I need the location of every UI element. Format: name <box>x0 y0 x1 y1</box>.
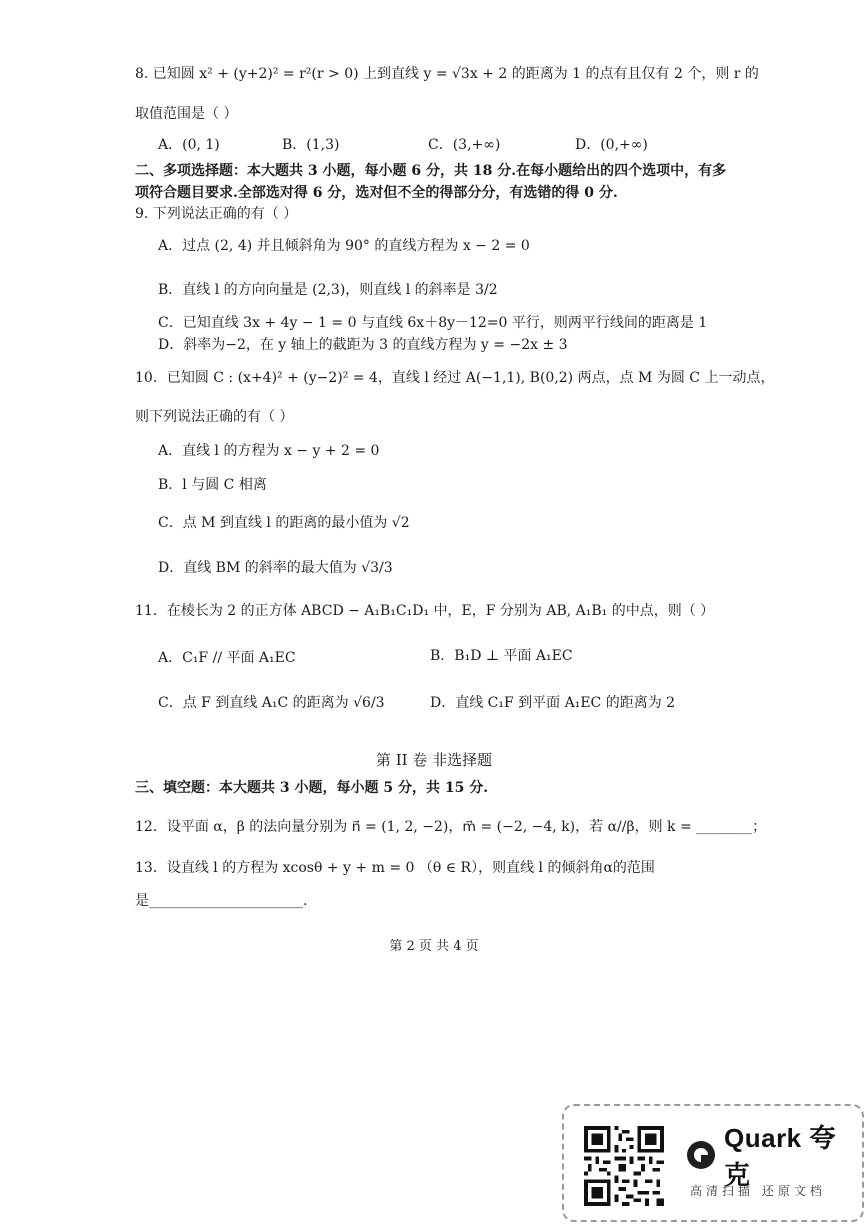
section2-heading-line1: 二、多项选择题：本大题共 3 小题，每小题 6 分，共 18 分.在每小题给出的四个选项中，有多 <box>135 163 727 179</box>
q8-option-a: A．(0, 1) <box>158 137 220 153</box>
quark-scan-badge[interactable] <box>562 1104 864 1222</box>
qr-code-icon[interactable] <box>584 1126 664 1206</box>
q8-option-d: D．(0,+∞) <box>575 137 648 153</box>
q10-stem-line2: 则下列说法正确的有（ ） <box>135 409 294 425</box>
q10-option-b: B．l 与圆 C 相离 <box>158 477 267 493</box>
q9-option-d: D．斜率为−2，在 y 轴上的截距为 3 的直线方程为 y = −2x ± 3 <box>158 337 568 353</box>
q13-stem-line2: 是______________________. <box>135 893 308 909</box>
q11-option-d: D．直线 C₁F 到平面 A₁EC 的距离为 2 <box>430 695 676 711</box>
section3-heading: 三、填空题：本大题共 3 小题，每小题 5 分，共 15 分. <box>135 780 489 796</box>
quark-tagline: 高清扫描 还原文档 <box>690 1184 826 1198</box>
q10-option-c: C．点 M 到直线 l 的距离的最小值为 √2 <box>158 515 410 531</box>
q9-option-c: C．已知直线 3x + 4y − 1 = 0 与直线 6x＋8y－12=0 平行，则两平行线间的距离是 1 <box>158 315 708 331</box>
q10-stem-line1: 10．已知圆 C : (x+4)² + (y−2)² = 4，直线 l 经过 A(−1,1), B(0,2) 两点，点 M 为圆 C 上一动点， <box>135 370 775 386</box>
q8-stem-line2: 取值范围是（ ） <box>135 106 238 122</box>
q8-option-c: C．(3,+∞) <box>428 137 501 153</box>
q8-option-b: B．(1,3) <box>282 137 340 153</box>
q11-stem: 11．在棱长为 2 的正方体 ABCD − A₁B₁C₁D₁ 中，E，F 分别为 AB, A₁B₁ 的中点，则（ ） <box>135 603 715 619</box>
q8-stem-line1: 8. 已知圆 x² + (y+2)² = r²(r > 0) 上到直线 y = √3x + 2 的距离为 1 的点有且仅有 2 个，则 r 的 <box>135 66 759 82</box>
section2-heading-line2: 项符合题目要求.全部选对得 6 分，选对但不全的得部分分，有选错的得 0 分. <box>135 185 618 201</box>
q11-option-c: C．点 F 到直线 A₁C 的距离为 √6/3 <box>158 695 385 711</box>
q11-option-a: A．C₁F // 平面 A₁EC <box>158 650 296 666</box>
q10-option-a: A．直线 l 的方程为 x − y + 2 = 0 <box>158 443 380 459</box>
q11-option-b: B．B₁D ⊥ 平面 A₁EC <box>430 648 573 664</box>
page-footer: 第 2 页 共 4 页 <box>389 939 479 954</box>
q9-option-a: A．过点 (2, 4) 并且倾斜角为 90° 的直线方程为 x − 2 = 0 <box>158 238 530 254</box>
q9-stem: 9. 下列说法正确的有（ ） <box>135 206 298 222</box>
q9-option-b: B．直线 l 的方向向量是 (2,3)，则直线 l 的斜率是 3/2 <box>158 282 498 298</box>
q10-option-d: D．直线 BM 的斜率的最大值为 √3/3 <box>158 560 393 576</box>
quark-logo-icon <box>686 1140 716 1170</box>
q13-stem-line1: 13．设直线 l 的方程为 xcosθ + y + m = 0 （θ ∈ R），则直线 l 的倾斜角α的范围 <box>135 860 655 876</box>
q12-stem: 12．设平面 α，β 的法向量分别为 n⃗ = (1, 2, −2)，m⃗ = (−2, −4, k)，若 α//β，则 k = ________； <box>135 819 767 835</box>
part2-title: 第 II 卷 非选择题 <box>375 751 493 769</box>
quark-brand-name: Quark 夸克 <box>724 1123 836 1190</box>
quark-brand <box>686 1123 862 1190</box>
